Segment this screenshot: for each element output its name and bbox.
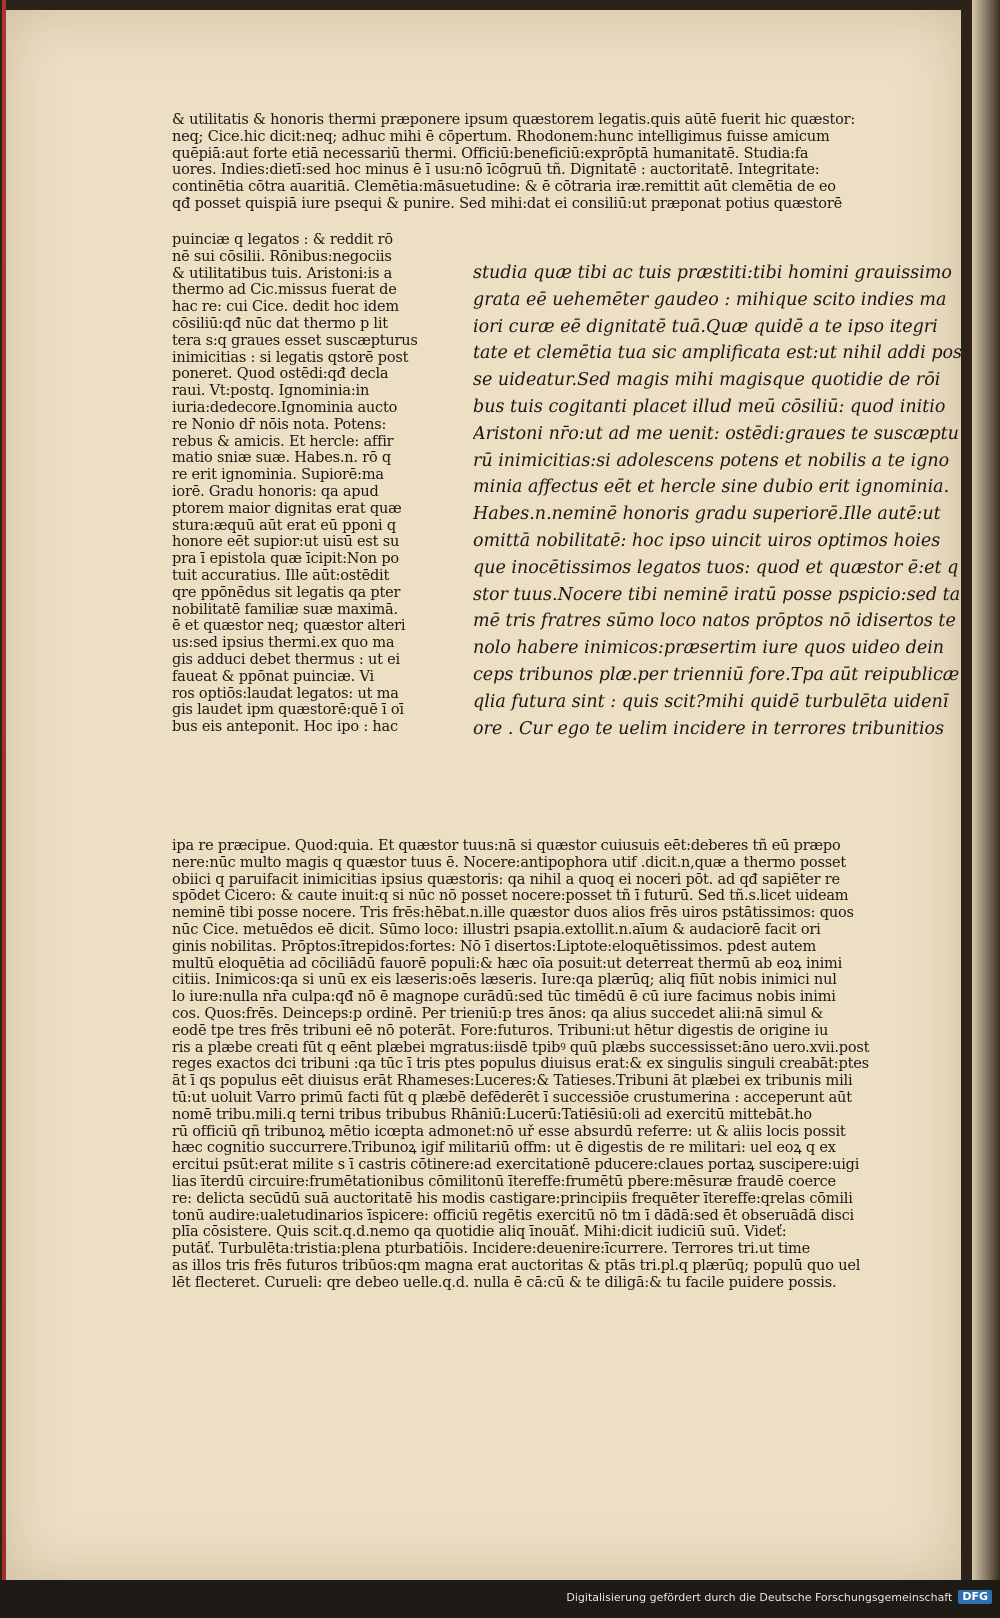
main-text-line: minia affectus eēt et hercle sine dubio erit ignominia. bbox=[473, 477, 950, 498]
commentary-line: obiici q paruifacit inimicitias ipsius quæstoris: qa nihil a quoq ei noceri pōt. ad qđ sapiēter re bbox=[172, 871, 840, 888]
commentary-line: honore eēt supior:ut uisū est su bbox=[172, 534, 400, 551]
main-text-line: tate et clemētia tua sic amplificata est:ut nihil addi pos bbox=[473, 343, 963, 364]
commentary-line: raui. Vt:postq. Ignominia:in bbox=[172, 383, 370, 400]
commentary-line: reges exactos dci tribuni :qa tūc ī tris ptes populus diuisus erat:& ex singulis singuli creabāt:ptes bbox=[172, 1056, 869, 1073]
commentary-line: lo iure:nulla nr̄a culpa:qđ nō ē magnope curādū:sed tūc timēdū ē cū iure facimus nobis inimi bbox=[172, 989, 836, 1006]
commentary-line: inimicitias : si legatis qstorē post bbox=[172, 349, 409, 366]
commentary-line: ercitui psūt:erat milite s ī castris cōtinere:ad exercitationē pducere:claues portaꝝ suscipere:uigi bbox=[172, 1157, 860, 1174]
footer-credit-text: Digitalisierung gefördert durch die Deutsche Forschungsgemeinschaft bbox=[566, 1590, 953, 1604]
commentary-line: āt ī qs populus eēt diuisus erāt Rhameses:Luceres:& Tatieses.Tribuni āt plæbei ex tribunis mili bbox=[172, 1073, 853, 1090]
commentary-line: & utilitatibus tuis. Aristoni:is a bbox=[172, 265, 393, 282]
commentary-line: nē sui cōsilii. Rōnibus:negociis bbox=[172, 248, 392, 265]
commentary-line: & utilitatis & honoris thermi præponere ipsum quæstorem legatis.quis aūtē fuerit hic quæstor: bbox=[172, 112, 856, 128]
commentary-line: nomē tribu.mili.q terni tribus tribubus Rhāniū:Lucerū:Tatiēsiū:oli ad exercitū mittebāt.ho bbox=[172, 1106, 812, 1123]
commentary-line: us:sed ipsius thermi.ex quo ma bbox=[172, 635, 395, 652]
commentary-line: quēpiā:aut forte etiā necessariū thermi. Officiū:beneficiū:exprōptā humanitatē. Studia:fa bbox=[172, 145, 809, 162]
main-text-line: mē tris fratres sūmo loco natos prōptos nō idisertos te bbox=[473, 611, 956, 632]
commentary-line: bus eis anteponit. Hoc ipo : hac bbox=[172, 719, 398, 736]
commentary-line: pra ī epistola quæ īcipit:Non po bbox=[172, 551, 399, 568]
commentary-line: nūc Cice. metuēdos eē dicit. Sūmo loco: illustri psapia.extollit.n.aīum & audaciorē facit ori bbox=[172, 921, 821, 938]
commentary-line: nobilitatē familiæ suæ maximā. bbox=[172, 601, 398, 618]
commentary-line: re Nonio dr̄ nōis nota. Potens: bbox=[172, 416, 387, 433]
main-text-line: iori curæ eē dignitatē tuā.Quæ quidē a te ipso itegri bbox=[473, 316, 938, 337]
left-commentary-block bbox=[172, 232, 462, 736]
main-text-line: Habes.n.neminē honoris gradu superiorē.Ille autē:ut bbox=[473, 504, 941, 525]
commentary-line: ē et quæstor neq; quæstor alteri bbox=[172, 618, 406, 635]
main-text-line: bus tuis cogitanti placet illud meū cōsiliū: quod initio bbox=[473, 396, 946, 417]
commentary-line: re: delicta secūdū suā auctoritatē his modis castigare:principiis frequēter ītereffe:qrelas cōmili bbox=[172, 1190, 853, 1207]
commentary-line: iorē. Gradu honoris: qa apud bbox=[172, 483, 379, 500]
main-text-line: qlia futura sint : quis scit?mihi quidē turbulēta uidenī bbox=[473, 691, 949, 712]
commentary-line: hac re: cui Cice. dedit hoc idem bbox=[172, 299, 399, 316]
commentary-line: citiis. Inimicos:qa si unū ex eis læseris:oēs læseris. Iure:qa plærūq; aliq fiūt nobis inimici nul bbox=[172, 972, 837, 989]
commentary-line: qđ posset quispiā iure psequi & punire. Sed mihi:dat ei consiliū:ut præponat potius quæstorē bbox=[172, 195, 842, 212]
commentary-line: lēt flecteret. Curueli: qre debeo uelle.q.d. nulla ē cā:cū & te diligā:& tu facile puidere possis. bbox=[172, 1274, 837, 1291]
main-text-line: que inocētissimos legatos tuos: quod et quæstor ē:et q bbox=[473, 557, 959, 578]
commentary-line: lias īterdū circuire:frumētationibus cōmilitonū ītereffe:frumētū pbere:mēsuræ fraudē coerce bbox=[172, 1173, 836, 1190]
commentary-line: spōdet Cicero: & caute inuit:q si nūc nō posset nocere:posset tñ ī futurū. Sed tñ.s.licet uideam bbox=[172, 888, 849, 905]
commentary-line: tonū audire:ualetudinarios īspicere: officiū regētis exercitū nō tm ī dādā:sed ēt obseruādā disci bbox=[172, 1207, 854, 1224]
commentary-line: nere:nūc multo magis q quæstor tuus ē. Nocere:antipophora utif .dicit.n,quæ a thermo posset bbox=[172, 854, 846, 871]
top-commentary-block bbox=[172, 112, 960, 213]
main-text-line: nolo habere inimicos:præsertim iure quos uideo dein bbox=[473, 638, 945, 659]
commentary-line: continētia cōtra auaritiā. Clemētia:māsuetudine: & ē cōtraria iræ.remittit aūt clemētia de eo bbox=[172, 179, 836, 196]
main-text-line: Aristoni nr̄o:ut ad me uenit: ostēdi:graues te suscæptu bbox=[473, 423, 959, 444]
commentary-line: re erit ignominia. Supiorē:ma bbox=[172, 467, 384, 484]
commentary-line: multū eloquētia ad cōciliādū fauorē populi:& hæc oīa posuit:ut deterreat thermū ab eoꝝ inimi bbox=[172, 955, 843, 972]
commentary-line: as illos tris frēs futuros tribūos:qm magna erat auctoritas & ptās tri.pl.q plærūq; populū quo uel bbox=[172, 1257, 861, 1274]
main-text-line: omittā nobilitatē: hoc ipso uincit uiros optimos hoies bbox=[473, 530, 941, 551]
main-text-line: grata eē uehemēter gaudeo : mihique scito indies ma bbox=[473, 289, 947, 310]
commentary-line: uores. Indies:dietī:sed hoc minus ē ī usu:nō īcōgruū tñ. Dignitatē : auctoritatē. Integritate: bbox=[172, 162, 820, 179]
commentary-line: qre ppōnēdus sit legatis qa pter bbox=[172, 584, 401, 601]
commentary-line: ipa re præcipue. Quod:quia. Et quæstor tuus:nā si quæstor cuiusuis eēt:deberes tñ eū præpo bbox=[172, 838, 841, 854]
commentary-line: iuria:dedecore.Ignominia aucto bbox=[172, 399, 398, 416]
commentary-line: tera s:q graues esset suscæpturus bbox=[172, 332, 418, 349]
commentary-line: neminē tibi posse nocere. Tris frēs:hēbat.n.ille quæstor duos alios frēs uiros pstātissimos: quos bbox=[172, 905, 854, 922]
commentary-line: puinciæ q legatos : & reddit rō bbox=[172, 232, 393, 248]
dfg-logo-badge: DFG bbox=[958, 1590, 992, 1604]
commentary-line: neq; Cice.hic dicit:neq; adhuc mihi ē cōpertum. Rhodonem:hunc intelligimus fuisse amicum bbox=[172, 128, 830, 145]
commentary-line: matio sniæ suæ. Habes.n. rō q bbox=[172, 450, 391, 467]
commentary-line: cōsiliū:qđ nūc dat thermo p lit bbox=[172, 315, 388, 332]
commentary-line: cos. Quos:frēs. Deinceps:p ordinē. Per trieniū:p tres ānos: qa alius succedet alii:nā simul & bbox=[172, 1005, 824, 1022]
commentary-line: stura:æquū aūt erat eū pponi q bbox=[172, 517, 396, 534]
bottom-commentary-block bbox=[172, 838, 960, 1292]
commentary-line: ros optiōs:laudat legatos: ut ma bbox=[172, 685, 399, 702]
commentary-line: ginis nobilitas. Prōptos:ītrepidos:fortes: Nō ī disertos:Liptote:eloquētissimos. pdest autem bbox=[172, 938, 816, 955]
main-text-line: se uideatur.Sed magis mihi magisque quotidie de rōi bbox=[473, 370, 941, 391]
book-page bbox=[6, 10, 961, 1580]
commentary-line: ptorem maior dignitas erat quæ bbox=[172, 500, 402, 517]
commentary-line: ris a plæbe creati fūt q eēnt plæbei mgratus:iisdē tpibꝰ quū plæbs successisset:āno uero.xvii.post bbox=[172, 1039, 870, 1056]
commentary-line: faueat & ppōnat puinciæ. Vi bbox=[172, 668, 374, 685]
commentary-line: hæc cognitio succurrere.Tribunoꝝ igif militariū offm: ut ē digestis de re militari: uel eoꝝ q ex bbox=[172, 1140, 836, 1157]
main-text-block bbox=[473, 260, 963, 742]
main-text-line: ore . Cur ego te uelim incidere in terrores tribunitios bbox=[473, 718, 945, 739]
commentary-line: gis adduci debet thermus : ut ei bbox=[172, 651, 400, 668]
commentary-line: tū:ut uoluit Varro primū facti fūt q plæbē defēderēt ī successiōe crustumerina : acceperunt aūt bbox=[172, 1089, 852, 1106]
book-gutter bbox=[972, 0, 1000, 1600]
commentary-line: gis laudet ipm quæstorē:quē ī oī bbox=[172, 702, 404, 719]
commentary-line: tuit accuratius. Ille aūt:ostēdit bbox=[172, 567, 390, 584]
commentary-line: thermo ad Cic.missus fuerat de bbox=[172, 282, 397, 299]
commentary-line: eodē tpe tres frēs tribuni eē nō poterāt. Fore:futuros. Tribuni:ut hētur digestis de origine iu bbox=[172, 1022, 829, 1039]
commentary-line: plīa cōsistere. Quis scit.q.d.nemo qa quotidie aliq īnouāť. Mihi:dicit iudiciū suū. Videť: bbox=[172, 1224, 787, 1241]
commentary-line: rū officiū qñ tribunoꝝ mētio icœpta admonet:nō uř esse absurdū referre: ut & aliis locis possit bbox=[172, 1123, 846, 1140]
commentary-line: poneret. Quod ostēdi:qđ decla bbox=[172, 366, 389, 383]
main-text-line: studia quæ tibi ac tuis præstiti:tibi homini grauissimo bbox=[473, 263, 952, 283]
main-text-line: rū inimicitias:si adolescens potens et nobilis a te igno bbox=[473, 450, 950, 471]
commentary-line: putāť. Turbulēta:tristia:plena pturbatiōis. Incidere:deuenire:īcurrere. Terrores tri.ut time bbox=[172, 1241, 810, 1258]
main-text-line: ceps tribunos plæ.per trienniū fore.Tpa aūt reipublicæ bbox=[473, 664, 960, 685]
main-text-line: stor tuus.Nocere tibi neminē iratū posse pspicio:sed ta bbox=[473, 584, 961, 605]
commentary-line: rebus & amicis. Et hercle: affir bbox=[172, 433, 394, 450]
footer-credit bbox=[566, 1590, 992, 1604]
